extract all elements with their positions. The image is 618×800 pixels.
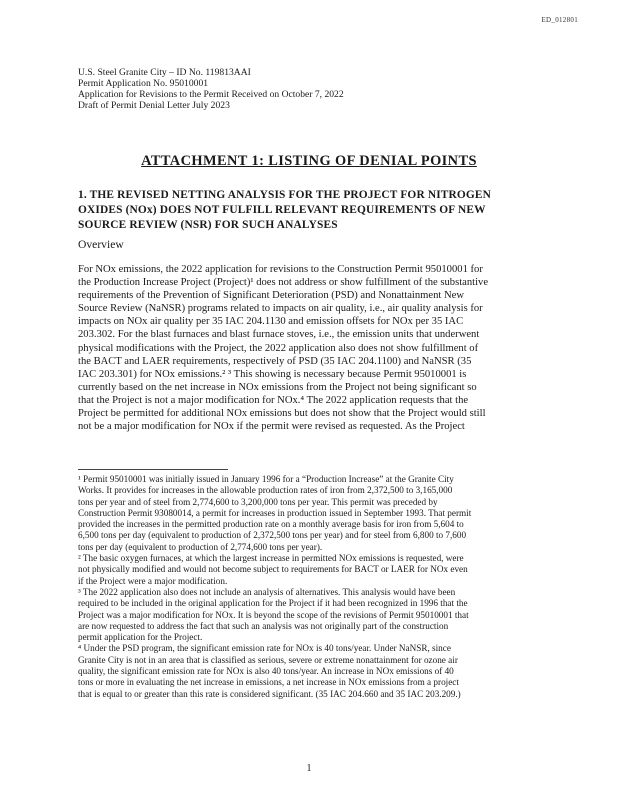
body-line: Source Review (NaNSR) programs related to impacts on air quality, i.e., air quality analysis for — [78, 303, 483, 315]
body-line: impacts on NOx air quality per 35 IAC 204.1130 and emission offsets for NOx per 35 IAC — [78, 316, 464, 328]
footnote-line: Granite City is not in an area that is classified as serious, severe or extreme nonattainment for ozone air — [78, 654, 458, 665]
footnote-line: tons or more in evaluating the net increase in emissions, a net increase in NOx emissions from a project — [78, 677, 459, 688]
footnote-line: Construction Permit 93080014, a permit for increases in production issued in September 1993. That permit — [78, 507, 472, 518]
footnote-line: 6,500 tons per day (equivalent to production of 2,372,500 tons per year) and for steel from 6,800 to 7,600 — [78, 530, 467, 541]
footnote-line: ¹ Permit 95010001 was initially issued in January 1996 for a “Production Increase” at the Granite City — [78, 474, 454, 484]
overview-subheading: Overview — [78, 238, 124, 251]
body-line: IAC 203.301) for NOx emissions.² ³ This showing is necessary because Permit 95010001 is — [78, 368, 467, 380]
page-title: ATTACHMENT 1: LISTING OF DENIAL POINTS — [141, 153, 477, 169]
footnote-line: that is equal to or greater than this rate is considered significant. (35 IAC 204.660 and 35 IAC 203.209.) — [78, 688, 461, 699]
body-line: Project be permitted for additional NOx emissions but does not show that the Project would still — [78, 408, 486, 420]
header-line: Draft of Permit Denial Letter July 2023 — [78, 100, 230, 111]
footnote-line: ⁴ Under the PSD program, the significant emission rate for NOx is 40 tons/year. Under NaNSR, since — [78, 643, 451, 654]
footnote-line: are now requested to address the fact that such an analysis was not originally part of the construction — [78, 620, 449, 631]
header-line: Permit Application No. 95010001 — [78, 78, 209, 89]
footnote-line: not physically modified and would not become subject to requirements for BACT or LAER for NOx even — [78, 564, 468, 575]
footnote-line: ³ The 2022 application also does not include an analysis of alternatives. This analysis would have been — [78, 586, 456, 597]
body-line: physical modifications with the Project, the 2022 application also does not show fulfillment of — [78, 342, 479, 354]
document-header — [78, 67, 344, 111]
footnote-line: tons per day (equivalent to production of 2,774,600 tons per year). — [78, 541, 323, 552]
footnote-line: required to be included in the original application for the Project if it had been recognized in 1996 that the — [78, 598, 468, 609]
header-line: Application for Revisions to the Permit Received on October 7, 2022 — [78, 89, 344, 100]
document-id: ED_012801 — [541, 16, 578, 24]
body-line: requirements of the Prevention of Significant Deterioration (PSD) and Nonattainment New — [78, 290, 464, 302]
header-line: U.S. Steel Granite City – ID No. 119813AAI — [78, 67, 251, 78]
footnote-line: provided the increases in the permitted production rate on a monthly average basis for iron from 5,604 to — [78, 519, 464, 530]
footnote-line: quality, the significant emission rate for NOx is also 40 tons/year. An increase in NOx emissions of 40 — [78, 666, 454, 677]
footnote-line: permit application for the Project. — [78, 632, 203, 643]
footnote-line: Project was a major modification for NOx. It is beyond the scope of the revisions of Permit 95010001 that — [78, 609, 469, 620]
body-line: currently based on the net increase in NOx emissions from the Project not being significant so — [78, 381, 477, 393]
body-paragraph — [78, 263, 548, 433]
footnote-line: ² The basic oxygen furnaces, at which the largest increase in permitted NOx emissions is requested, were — [78, 553, 464, 564]
body-line: that the Project is not a major modification for NOx.⁴ The 2022 application requests that the — [78, 394, 469, 406]
section-heading-line: 1. THE REVISED NETTING ANALYSIS FOR THE PROJECT FOR NITROGEN — [78, 189, 492, 201]
section-heading — [78, 188, 548, 233]
body-line: not be a major modification for NOx if the permit were revised as requested. As the Project — [78, 421, 465, 433]
footnote-line: if the Project were a major modification. — [78, 575, 228, 586]
body-line: For NOx emissions, the 2022 application for revisions to the Construction Permit 95010001 for — [78, 264, 483, 275]
footnote-line: Works. It provides for increases in the allowable production rates of iron from 2,372,500 to 3,165,000 — [78, 485, 453, 496]
page-number: 1 — [306, 763, 312, 774]
body-line: the Production Increase Project (Project)¹ does not address or show fulfillment of the substantive — [78, 277, 489, 289]
section-heading-line: SOURCE REVIEW (NSR) FOR SUCH ANALYSES — [78, 219, 338, 231]
footnote-divider — [78, 469, 228, 470]
body-line: the BACT and LAER requirements, respectively of PSD (35 IAC 204.1100) and NaNSR (35 — [78, 355, 472, 367]
footnote-line: tons per year and of steel from 2,774,600 to 3,200,000 tons per year. This permit was preceded by — [78, 496, 438, 507]
section-heading-line: OXIDES (NOx) DOES NOT FULFILL RELEVANT REQUIREMENTS OF NEW — [78, 204, 486, 216]
body-line: 203.302. For the blast furnaces and blast furnace stoves, i.e., the emission units that underwent — [78, 329, 480, 341]
footnotes — [78, 474, 548, 700]
